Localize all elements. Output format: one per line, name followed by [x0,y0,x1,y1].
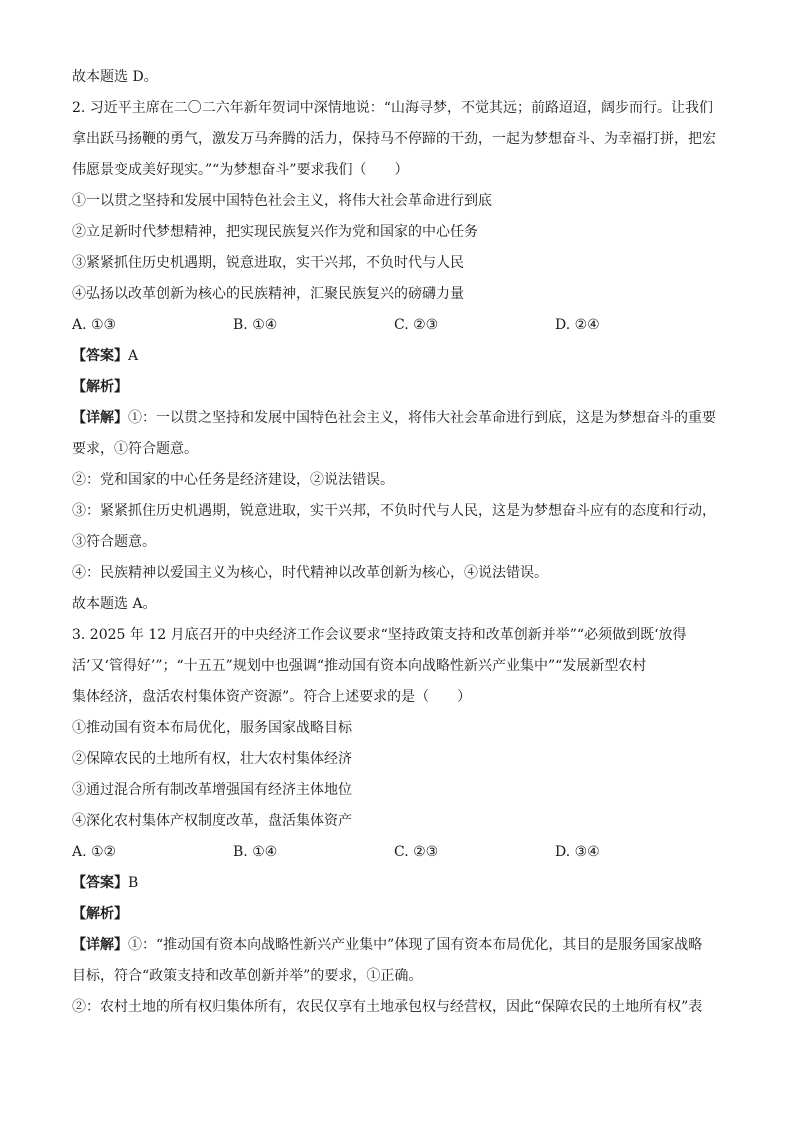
detail-line: 要求，①符合题意。 [72,441,198,457]
answer-value: B [128,875,139,891]
analysis-heading [72,899,722,930]
answer-line [72,341,722,372]
paragraph-line: 故本题选 D。 [72,69,158,85]
detail-text: ①：“推动国有资本向战略性新兴产业集中”体现了国有资本布局优化，其目的是服务国家战略 [128,937,703,953]
option-b: B. ①④ [233,317,278,333]
option-a: A. ①② [72,844,117,860]
question-2-stem: 伟愿景变成美好现实。”“为梦想奋斗”要求我们（ ） [72,162,409,178]
detail-line: ③符合题意。 [72,534,156,550]
question-2-stem: 拿出跃马扬鞭的勇气，激发万马奔腾的活力，保持马不停蹄的干劲，一起为梦想奋斗、为幸福打拼，把宏 [72,131,716,147]
answer-value: A [128,348,139,364]
detail-line [72,930,722,961]
question-2-item: ③紧紧抓住历史机遇期，锐意进取，实干兴邦，不负时代与人民 [72,255,464,271]
document-page [72,62,722,1023]
question-3-stem: 集体经济，盘活农村集体资产资源”。符合上述要求的是（ ） [72,689,472,705]
question-2-item: ②立足新时代梦想精神，把实现民族复兴作为党和国家的中心任务 [72,224,478,240]
question-2-stem: 2. 习近平主席在二〇二六年新年贺词中深情地说：“山海寻梦，不觉其远；前路迢迢，阔步而行。让我们 [72,100,713,116]
question-3-item: ②保障农民的土地所有权，壮大农村集体经济 [72,751,352,767]
option-b: B. ①④ [233,844,278,860]
question-3-options [72,837,722,868]
option-d: D. ③④ [555,844,600,860]
question-3-item: ①推动国有资本布局优化，服务国家战略目标 [72,720,352,736]
detail-line: ②：农村土地的所有权归集体所有，农民仅享有土地承包权与经营权，因此“保障农民的土地所有权”表 [72,999,703,1015]
option-c: C. ②③ [394,317,439,333]
detail-text: ①：一以贯之坚持和发展中国特色社会主义，将伟大社会革命进行到底，这是为梦想奋斗的重要 [128,410,716,426]
answer-label: 【答案】 [72,875,128,891]
detail-line: 目标，符合“政策支持和改革创新并举”的要求，①正确。 [72,968,423,984]
answer-line [72,868,722,899]
analysis-label: 【解析】 [72,379,128,395]
option-d: D. ②④ [555,317,600,333]
detail-line: 故本题选 A。 [72,596,157,612]
detail-line: ③：紧紧抓住历史机遇期，锐意进取，实干兴邦，不负时代与人民，这是为梦想奋斗应有的态度和行动， [72,503,716,519]
question-3-item: ③通过混合所有制改革增强国有经济主体地位 [72,782,352,798]
analysis-heading [72,372,722,403]
detail-line: ②：党和国家的中心任务是经济建设，②说法错误。 [72,472,394,488]
question-3-item: ④深化农村集体产权制度改革，盘活集体资产 [72,813,352,829]
question-2-options [72,310,722,341]
detail-line [72,403,722,434]
option-c: C. ②③ [394,844,439,860]
analysis-label: 【解析】 [72,906,128,922]
detail-label: 【详解】 [72,937,128,953]
answer-label: 【答案】 [72,348,128,364]
detail-line: ④：民族精神以爱国主义为核心，时代精神以改革创新为核心，④说法错误。 [72,565,548,581]
question-3-stem: 3. 2025 年 12 月底召开的中央经济工作会议要求“坚持政策支持和改革创新并举”“必须做到既‘放得 [72,627,687,643]
detail-label: 【详解】 [72,410,128,426]
question-3-stem: 活’又‘管得好’”；“十五五”规划中也强调“推动国有资本向战略性新兴产业集中”“发展新型农村 [72,658,647,674]
question-2-item: ④弘扬以改革创新为核心的民族精神，汇聚民族复兴的磅礴力量 [72,286,464,302]
question-2-item: ①一以贯之坚持和发展中国特色社会主义，将伟大社会革命进行到底 [72,193,492,209]
option-a: A. ①③ [72,317,117,333]
